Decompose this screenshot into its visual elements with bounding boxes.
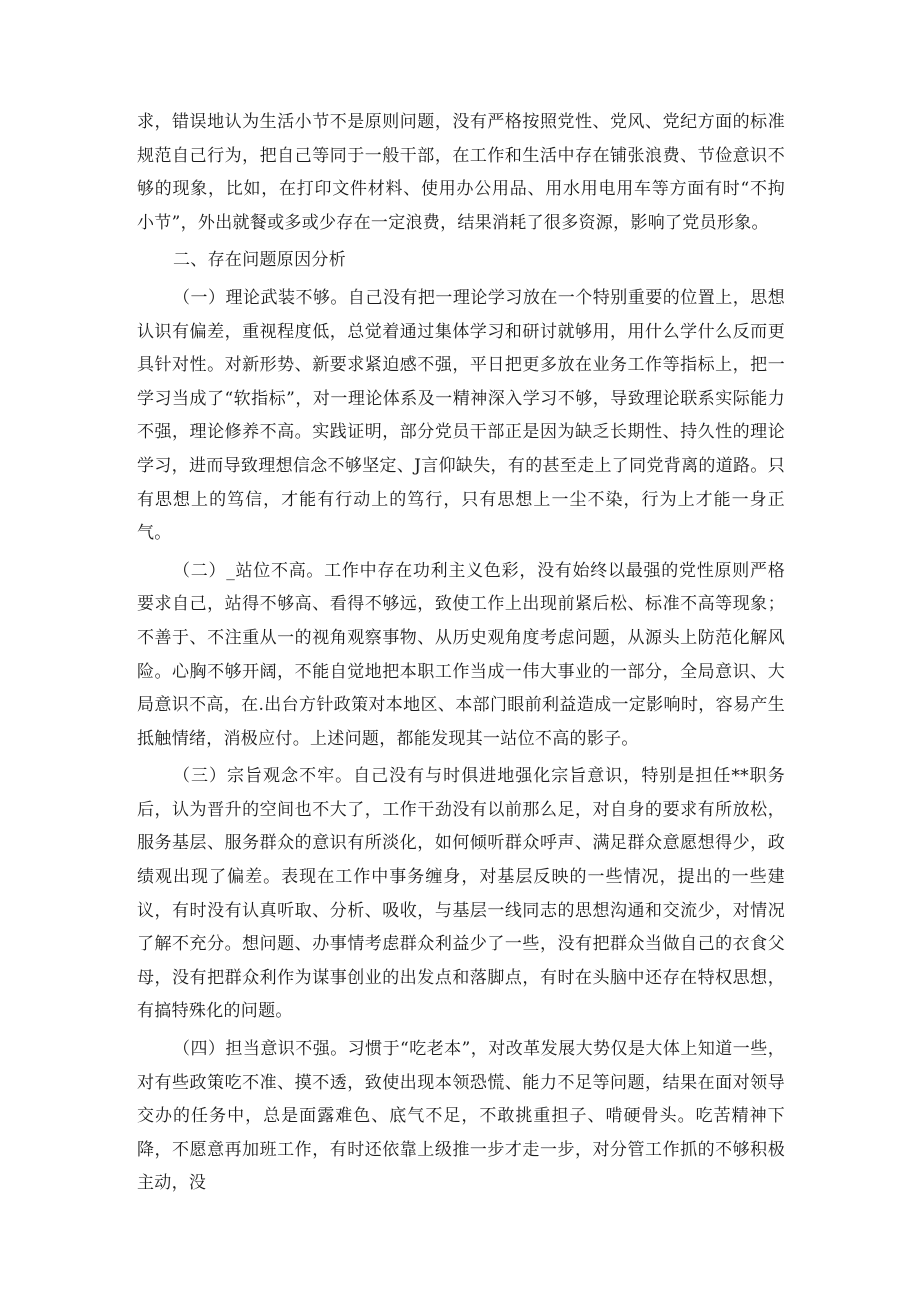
paragraph-theory-armament: （一）理论武装不够。自己没有把一理论学习放在一个特别重要的位置上，思想认识有偏差，重视程度低，总觉着通过集体学习和研讨就够用，用什么学什么反而更具针对性。对新形势、新要求紧迫感不强，平日把更多放在业务工作等指标上，把一学习当成了“软指标”，对一理论体系及一精神深入学习不够，导致理论联系实际能力不强，理论修养不高。实践证明，部分党员干部正是因为缺乏长期性、持久性的理论学习，进而导致理想信念不够坚定、J言仰缺失，有的甚至走上了同党背离的道路。只有思想上的笃信，才能有行动上的笃行，只有思想上一尘不染，行为上才能一身正气。 xyxy=(137,287,785,544)
paragraph-standpoint: （二）_站位不高。工作中存在功利主义色彩，没有始终以最强的党性原则严格要求自己，站得不够高、看得不够远，致使工作上出现前紧后松、标准不高等现象；不善于、不注重从一的视角观察事物、从历史观角度考虑问题，从源头上防范化解风险。心胸不够开阔，不能自觉地把本职工作当成一伟大事业的一部分，全局意识、大局意识不高，在.出台方针政策对本地区、本部门眼前利益造成一定影响时，容易产生抵触情绪，消极应付。上述问题，都能发现其一站位不高的影子。 xyxy=(137,560,785,749)
paragraph-responsibility: （四）担当意识不强。习惯于“吃老本”，对改革发展大势仅是大体上知道一些，对有些政策吃不准、摸不透，致使出现本领恐慌、能力不足等问题，结果在面对领导交办的任务中，总是面露难色、底气不足，不敢挑重担子、啃硬骨头。吃苦精神下降，不愿意再加班工作，有时还依靠上级推一步才走一步，对分管工作抓的不够积极主动，没 xyxy=(137,1039,785,1194)
section-heading-cause-analysis: 二、存在问题原因分析 xyxy=(173,250,346,271)
paragraph-purpose-concept: （三）宗旨观念不牢。自己没有与时俱进地强化宗旨意识，特别是担任**职务后，认为晋升的空间也不大了，工作干劲没有以前那么足，对自身的要求有所放松，服务基层、服务群众的意识有所淡化，如何倾听群众呼声、满足群众意愿想得少，政绩观出现了偏差。表现在工作中事务缠身，对基层反映的一些情况，提出的一些建议，有时没有认真听取、分析、吸收，与基层一线同志的思想沟通和交流少，对情况了解不充分。想问题、办事情考虑群众利益少了一些，没有把群众当做自己的衣食父母，没有把群众利作为谋事创业的出发点和落脚点，有时在头脑中还存在特权思想，有搞特殊化的问题。 xyxy=(137,766,785,1022)
paragraph-continuation: 求，错误地认为生活小节不是原则问题，没有严格按照党性、党风、党纪方面的标准规范自己行为，把自己等同于一般干部，在工作和生活中存在铺张浪费、节俭意识不够的现象，比如，在打印文件材料、使用办公用品、用水用电用车等方面有时“不拘小节”，外出就餐或多或少存在一定浪费，结果消耗了很多资源，影响了党员形象。 xyxy=(137,112,785,233)
document-body xyxy=(137,106,785,1205)
